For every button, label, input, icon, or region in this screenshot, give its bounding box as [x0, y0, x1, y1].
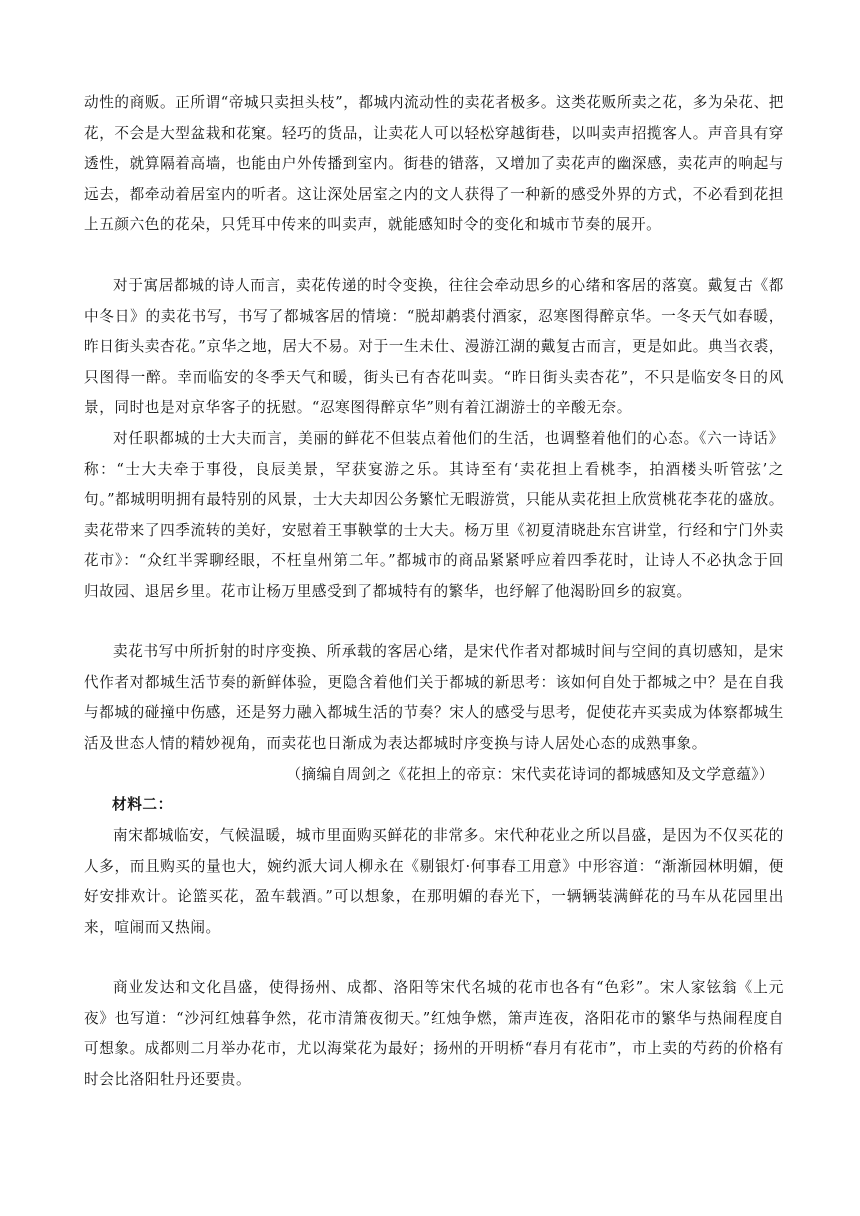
paragraph-2: 对于寓居都城的诗人而言，卖花传递的时令变换，往往会牵动思乡的心绪和客居的落寞。戴复古《都中冬日》的卖花书写，书写了都城客居的情境：“脱却鹔裘付酒家，忍寒图得醉京华。一冬天气如春暖，昨日街头卖杏花。”京华之地，居大不易。对于一生未仕、漫游江湖的戴复古而言，更是如此。典当衣裘，只图得一醉。幸而临安的冬季天气和暖，街头已有杏花叫卖。“昨日街头卖杏花”，不只是临安冬日的风景，同时也是对京华客子的抚慰。“忍寒图得醉京华”则有着江湖游士的辛酸无奈。: [84, 277, 784, 416]
source-citation: （摘编自周剑之《花担上的帝京：宋代卖花诗词的都城感知及文学意蕴》）: [286, 766, 774, 783]
paragraph-5: 南宋都城临安，气候温暖，城市里面购买鲜花的非常多。宋代种花业之所以昌盛，是因为不仅买花的人多，而且购买的量也大，婉约派大词人柳永在《剔银灯·何事春工用意》中形容道：“渐渐园林明媚，便好安排欢计。论篮买花，盈车载酒。”可以想象，在那明媚的春光下，一辆辆装满鲜花的马车从花园里出来，喧闹而又热闹。: [84, 827, 784, 936]
paragraph-4: 卖花书写中所折射的时序变换、所承载的客居心绪，是宋代作者对都城时间与空间的真切感知，是宋代作者对都城生活节奏的新鲜体验，更隐含着他们关于都城的新思考：该如何自处于都城之中？是在自我与都城的碰撞中伤感，还是努力融入都城生活的节奏？宋人的感受与思考，促使花卉买卖成为体察都城生活及世态人情的精妙视角，而卖花也日渐成为表达都城时序变换与诗人居处心态的成熟事象。: [84, 643, 784, 752]
paragraph-3: 对任职都城的士大夫而言，美丽的鲜花不但装点着他们的生活，也调整着他们的心态。《六一诗话》称：“士大夫牵于事役，良辰美景，罕获宴游之乐。其诗至有‘卖花担上看桃李，拍酒楼头听管弦’之句。”都城明明拥有最特别的风景，士大夫却因公务繁忙无暇游赏，只能从卖花担上欣赏桃花李花的盛放。卖花带来了四季流转的美好，安慰着王事鞅掌的士大夫。杨万里《初夏清晓赴东宫讲堂，行经和宁门外卖花市》：“众红半霁聊经眼，不枉皇州第二年。”都城市的商品紧紧呼应着四季花时，让诗人不必执念于回归故园、退居乡里。花市让杨万里感受到了都城特有的繁华，也纾解了他渴盼回乡的寂寞。: [84, 430, 784, 600]
section-heading: 材料二：: [112, 796, 173, 813]
paragraph-6: 商业发达和文化昌盛，使得扬州、成都、洛阳等宋代名城的花市也各有“色彩”。宋人家铉翁《上元夜》也写道：“沙河红烛暮争然，花市清箫夜彻天。”红烛争燃，箫声连夜，洛阳花市的繁华与热闹程度自可想象。成都则二月举办花市，尤以海棠花为最好；扬州的开明桥“春月有花市”，市上卖的芍药的价格有时会比洛阳牡丹还要贵。: [84, 979, 784, 1088]
paragraph-1: 动性的商贩。正所谓“帝城只卖担头枝”，都城内流动性的卖花者极多。这类花贩所卖之花，多为朵花、把花，不会是大型盆栽和花窠。轻巧的货品，让卖花人可以轻松穿越街巷，以叫卖声招揽客人。声音具有穿透性，就算隔着高墙，也能由户外传播到室内。街巷的错落，又增加了卖花声的幽深感，卖花声的响起与远去，都牵动着居室内的听者。这让深处居室之内的文人获得了一种新的感受外界的方式，不必看到花担上五颜六色的花朵，只凭耳中传来的叫卖声，就能感知时令的变化和城市节奏的展开。: [84, 94, 784, 233]
